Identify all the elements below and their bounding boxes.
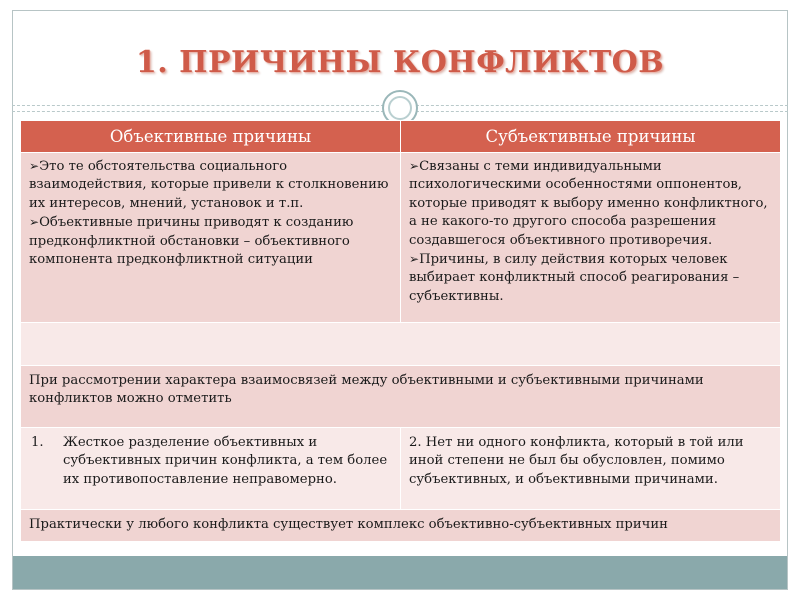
- item-text: Жесткое разделение объективных и субъективных причин конфликта, а тем более их противопоставление неправомерно.: [63, 435, 388, 487]
- point-2-cell: 2. Нет ни одного конфликта, который в той или иной степени не был бы обусловлен, помимо субъективных, и объективными причинами.: [401, 428, 781, 510]
- arrowhead-bullet-icon: ➢: [29, 215, 40, 230]
- header-subjective: Субъективные причины: [401, 121, 781, 153]
- footer-bar: [13, 556, 787, 589]
- relation-note: При рассмотрении характера взаимосвязей между объективными и субъективными причинами конфликтов можно отметить: [21, 366, 781, 428]
- objective-cell: [21, 153, 401, 323]
- arrowhead-bullet-icon: ➢: [29, 159, 40, 173]
- subjective-point: ➢Причины, в силу действия которых человек выбирает конфликтный способ реагирования – субъективны.: [409, 252, 740, 304]
- conclusion-row: Практически у любого конфликта существует комплекс объективно-субъективных причин: [21, 510, 781, 542]
- arrowhead-bullet-icon: ➢: [409, 159, 420, 173]
- causes-table-container: [20, 120, 780, 542]
- objective-point: ➢Это те обстоятельства социального взаимодействия, которые привели к столкновению их интересов, мнений, установок и т.п.: [29, 159, 389, 211]
- header-objective: Объективные причины: [21, 121, 401, 153]
- numbered-item: [29, 434, 392, 489]
- arrowhead-bullet-icon: ➢: [409, 252, 420, 267]
- item-number: 1.: [31, 435, 44, 450]
- point-1-cell: [21, 428, 401, 510]
- subjective-point: ➢Связаны с теми индивидуальными психологическими особенностями оппонентов, которые приводят к выбору именно конфликтного, а не какого-то другого способа разрешения создавшегося объективного противоречия.: [409, 159, 768, 248]
- empty-row: [21, 323, 781, 366]
- subjective-cell: [401, 153, 781, 323]
- slide-title: 1. ПРИЧИНЫ КОНФЛИКТОВ: [135, 45, 665, 80]
- objective-point: ➢Объективные причины приводят к созданию предконфликтной обстановки – объективного компонента предконфликтной ситуации: [29, 215, 354, 268]
- causes-table: [20, 120, 781, 542]
